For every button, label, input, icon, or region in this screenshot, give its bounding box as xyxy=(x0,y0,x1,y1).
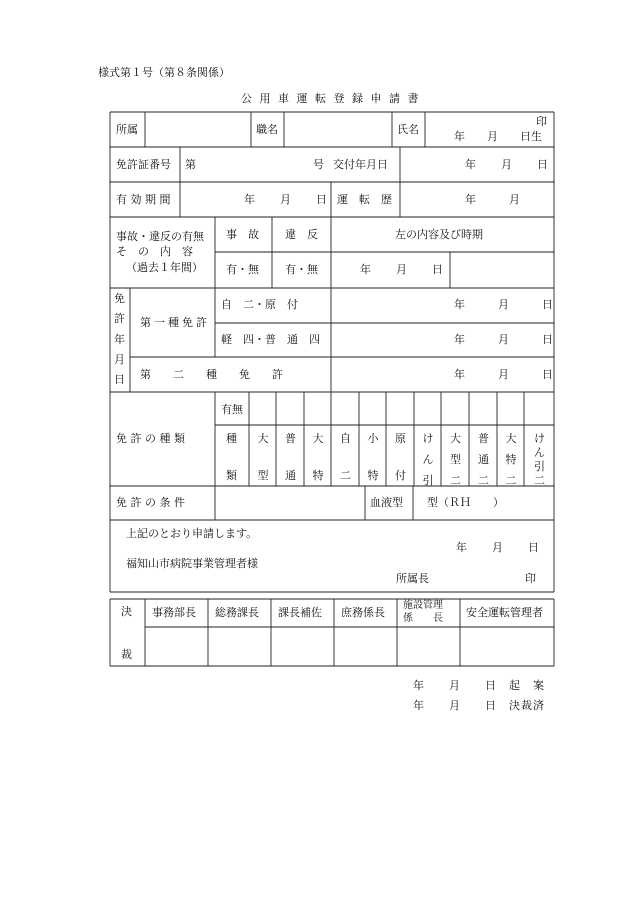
license-type-checkbox-3[interactable] xyxy=(332,393,358,424)
birth-date: 年 月 日生 xyxy=(454,130,542,143)
license-type-char-2-0: 大 xyxy=(312,432,324,445)
license-type-char-1-0: 普 xyxy=(285,432,296,445)
license-type-checkbox-10[interactable] xyxy=(525,393,553,424)
license-type-char-7-1: 型 xyxy=(450,453,461,466)
seal-mark: 印 xyxy=(536,115,547,128)
license-type-char-9-1: 特 xyxy=(505,453,517,466)
license-type-char-9-2: 二 xyxy=(505,474,517,487)
addressee: 福知山市病院事業管理者様 xyxy=(126,557,258,570)
license-type-char-0-0: 大 xyxy=(257,432,269,445)
violation-content-field[interactable] xyxy=(451,253,553,287)
seal-box-affairs-chief[interactable] xyxy=(335,628,396,665)
application-statement: 上記のとおり申請します。 xyxy=(126,527,258,540)
license-date-vertical-3: 年 xyxy=(114,333,125,346)
dept-head-label: 所属長 xyxy=(396,572,429,585)
class1-label: 第一種免許 xyxy=(140,316,210,329)
has-label: 有無 xyxy=(221,403,243,416)
issue-date-value: 年 月 日 xyxy=(465,158,549,171)
violation-label: 違 反 xyxy=(285,228,318,241)
kind-top-label: 種 xyxy=(226,432,237,445)
license-type-char-3-1: 二 xyxy=(340,469,351,482)
class2-label: 第 二 種 免 許 xyxy=(140,368,283,381)
license-type-char-3-0: 自 xyxy=(340,432,351,445)
class1-row1-label: 自 二・原 付 xyxy=(221,298,298,311)
seal-box-general-affairs[interactable] xyxy=(209,628,270,665)
position-label: 職名 xyxy=(256,123,278,136)
violation-date: 年 月 日 xyxy=(360,263,444,276)
approval-col-general-affairs: 総務課長 xyxy=(215,606,259,619)
license-type-char-6-0: け xyxy=(422,432,434,445)
dept-head-seal: 印 xyxy=(525,572,536,585)
application-date: 年 月 日 xyxy=(456,541,540,554)
seal-box-deputy-chief[interactable] xyxy=(272,628,333,665)
license-date-vertical-1: 免 xyxy=(114,292,125,305)
license-type-char-10-0: け xyxy=(534,432,545,445)
license-no-field[interactable] xyxy=(198,148,308,181)
license-type-char-10-3: 二 xyxy=(534,474,545,487)
license-type-char-8-2: 二 xyxy=(478,474,489,487)
approval-label-1: 決 xyxy=(121,605,132,618)
license-type-checkbox-9[interactable] xyxy=(498,393,523,424)
driving-history-value: 年 月 xyxy=(465,193,520,206)
license-type-checkbox-6[interactable] xyxy=(415,393,440,424)
class1-row2-label: 軽 四・普 通 四 xyxy=(221,333,320,346)
blood-type-label: 血液型 xyxy=(370,496,403,509)
license-type-char-5-0: 原 xyxy=(395,432,406,445)
license-date-vertical-4: 月 xyxy=(114,353,125,366)
license-type-char-6-1: ん xyxy=(422,453,434,466)
violations-label-3: （過去１年間） xyxy=(126,261,203,274)
approval-col-office-director: 事務部長 xyxy=(152,606,196,619)
license-type-char-10-1: ん xyxy=(534,446,545,459)
approval-col-facility-1: 施設管理 xyxy=(403,600,443,611)
blood-type-value: 型（ＲＨ ） xyxy=(427,496,504,509)
license-type-checkbox-2[interactable] xyxy=(305,393,330,424)
drafted-date: 年 月 日 起 案 xyxy=(413,679,545,692)
driving-history-label: 運 転 歴 xyxy=(337,193,392,206)
approval-col-safety-manager: 安全運転管理者 xyxy=(466,606,543,619)
conditions-label: 免 許 の 条 件 xyxy=(116,496,185,509)
license-type-checkbox-5[interactable] xyxy=(387,393,413,424)
class1-row2-date: 年 月 日 xyxy=(454,333,553,346)
license-type-checkbox-7[interactable] xyxy=(442,393,468,424)
license-type-char-2-1: 特 xyxy=(312,469,324,482)
approved-date: 年 月 日 決裁済 xyxy=(413,699,545,712)
license-type-char-8-1: 通 xyxy=(478,453,489,466)
seal-box-facility[interactable] xyxy=(398,628,459,665)
license-type-char-4-1: 特 xyxy=(367,469,379,482)
accident-label: 事 故 xyxy=(226,228,259,241)
page-title: 公 用 車 運 転 登 録 申 請 書 xyxy=(241,92,421,105)
license-no-label: 免許証番号 xyxy=(116,158,171,171)
affiliation-label: 所属 xyxy=(116,123,138,136)
kind-bottom-label: 類 xyxy=(226,469,237,482)
affiliation-field[interactable] xyxy=(146,113,250,146)
violations-label-1: 事故・違反の有無 xyxy=(116,230,204,243)
class1-row1-date: 年 月 日 xyxy=(454,298,553,311)
position-field[interactable] xyxy=(285,113,391,146)
license-type-checkbox-8[interactable] xyxy=(470,393,496,424)
accident-yes-no[interactable]: 有・無 xyxy=(226,263,259,276)
seal-box-office-director[interactable] xyxy=(146,628,207,665)
license-type-checkbox-4[interactable] xyxy=(360,393,385,424)
license-type-checkbox-0[interactable] xyxy=(250,393,275,424)
content-time-label: 左の内容及び時期 xyxy=(395,228,483,241)
license-type-char-1-1: 通 xyxy=(285,469,296,482)
license-type-char-7-2: 二 xyxy=(450,474,461,487)
seal-box-safety-manager[interactable] xyxy=(461,628,553,665)
license-no-suffix: 号 xyxy=(313,158,324,171)
license-type-char-6-2: 引 xyxy=(422,474,434,487)
valid-period-label: 有 効 期 間 xyxy=(116,193,171,206)
violations-label-2: そ の 内 容 xyxy=(116,245,193,258)
form-number: 様式第１号（第８条関係） xyxy=(98,66,230,79)
license-type-char-4-0: 小 xyxy=(367,432,379,445)
issue-date-label: 交付年月日 xyxy=(333,158,388,171)
license-type-char-0-1: 型 xyxy=(257,469,269,482)
license-date-vertical-2: 許 xyxy=(114,312,125,325)
license-type-checkbox-1[interactable] xyxy=(277,393,303,424)
license-types-label: 免 許 の 種 類 xyxy=(116,432,185,445)
approval-col-facility-2: 係 長 xyxy=(403,613,443,624)
approval-col-affairs-chief: 庶務係長 xyxy=(341,606,385,619)
approval-label-2: 裁 xyxy=(121,648,132,661)
valid-period-value: 年 月 日 xyxy=(244,193,328,206)
license-type-char-5-1: 付 xyxy=(395,469,406,482)
license-type-char-7-0: 大 xyxy=(450,432,461,445)
license-type-char-8-0: 普 xyxy=(478,432,489,445)
approval-col-deputy-chief: 課長補佐 xyxy=(278,606,322,619)
violation-yes-no[interactable]: 有・無 xyxy=(285,263,318,276)
license-no-prefix: 第 xyxy=(185,158,196,171)
license-date-vertical-5: 日 xyxy=(114,373,125,386)
conditions-field[interactable] xyxy=(216,487,364,519)
name-label: 氏名 xyxy=(397,123,419,136)
license-type-char-10-2: 引 xyxy=(534,460,545,473)
class2-date: 年 月 日 xyxy=(454,368,553,381)
license-type-char-9-0: 大 xyxy=(505,432,517,445)
